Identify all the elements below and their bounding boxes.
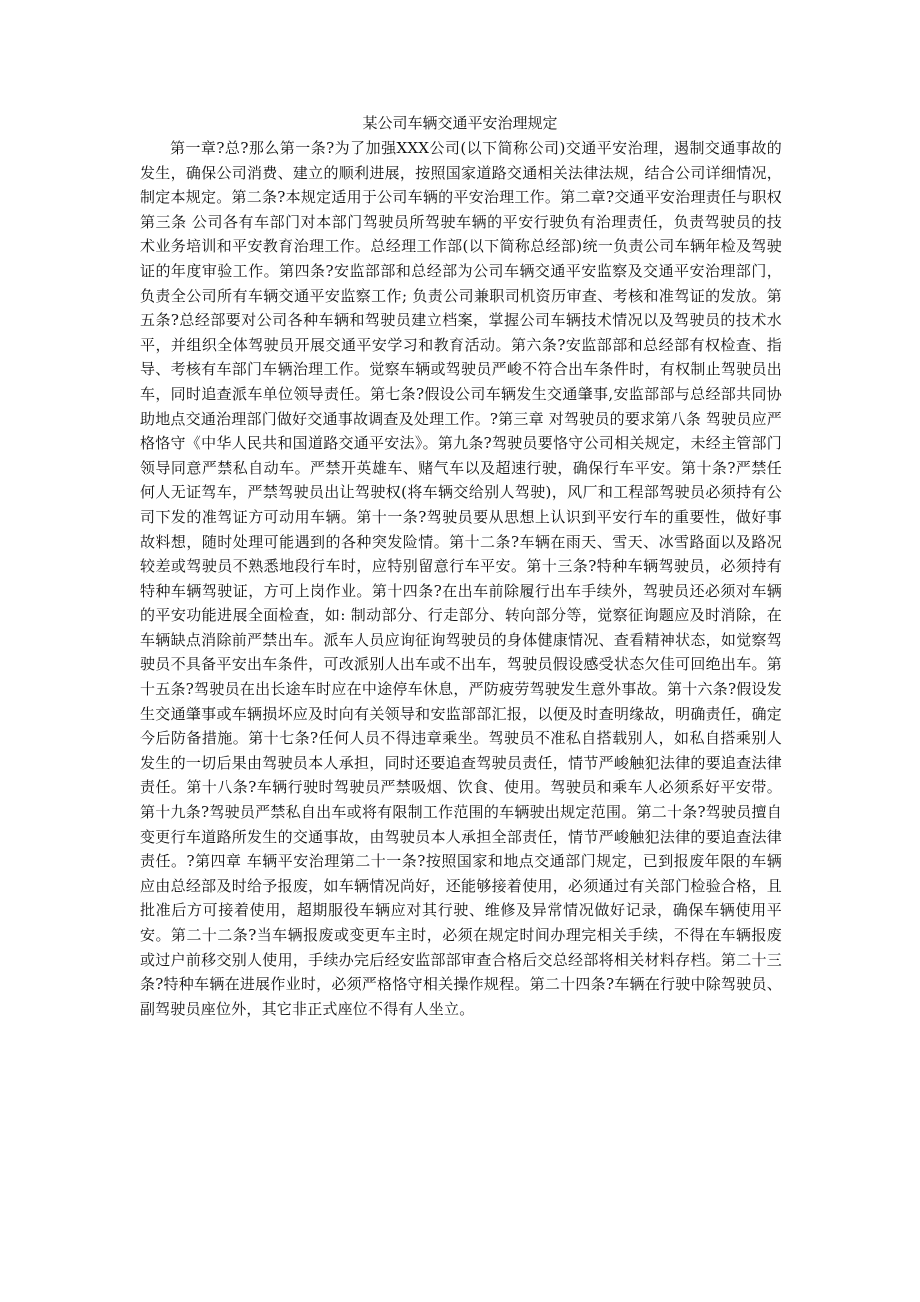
document-title: 某公司车辆交通平安治理规定 (362, 114, 558, 132)
document-body: 第一章?总?那么第一条?为了加强XXX公司(以下简称公司)交通平安治理，遏制交通事故的发生，确保公司消费、建立的顺利进展，按照国家道路交通相关法律法规，结合公司详细情况，制定本规定。第二条?本规定适用于公司车辆的平安治理工作。第二章?交通平安治理责任与职权第三条 公司各有车部门对本部门驾驶员所驾驶车辆的平安行驶负有治理责任，负责驾驶员的技术业务培训和平安教育治理工作。总经理工作部(以下简称总经部)统一负责公司车辆年检及驾驶证的年度审验工作。第四条?安监部部和总经部为公司车辆交通平安监察及交通平安治理部门，负责全公司所有车辆交通平安监察工作; 负责公司兼职司机资历审查、考核和准驾证的发放。第五条?总经部要对公司各种车辆和驾驶员建立档案，掌握公司车辆技术情况以及驾驶员的技术水平，并组织全体驾驶员开展交通平安学习和教育活动。第六条?安监部部和总经部有权检查、指导、考核有车部门车辆治理工作。觉察车辆或驾驶员严峻不符合出车条件时，有权制止驾驶员出车，同时追查派车单位领导责任。第七条?假设公司车辆发生交通肇事,安监部部与总经部共同协助地点交通治理部门做好交通事故调查及处理工作。?第三章 对驾驶员的要求第八条 驾驶员应严格恪守《中华人民共和国道路交通平安法》。第九条?驾驶员要恪守公司相关规定，未经主管部门领导同意严禁私自动车。严禁开英雄车、赌气车以及超速行驶，确保行车平安。第十条?严禁任何人无证驾车，严禁驾驶员出让驾驶权(将车辆交给别人驾驶)，风厂和工程部驾驶员必须持有公司下发的准驾证方可动用车辆。第十一条?驾驶员要从思想上认识到平安行车的重要性，做好事故料想，随时处理可能遇到的各种突发险情。第十二条?车辆在雨天、雪天、冰雪路面以及路况较差或驾驶员不熟悉地段行车时，应特别留意行车平安。第十三条?特种车辆驾驶员，必须持有特种车辆驾驶证，方可上岗作业。第十四条?在出车前除履行出车手续外，驾驶员还必须对车辆的平安功能进展全面检查，如: 制动部分、行走部分、转向部分等，觉察征询题应及时消除，在车辆缺点消除前严禁出车。派车人员应询征询驾驶员的身体健康情况、查看精神状态，如觉察驾驶员不具备平安出车条件，可改派别人出车或不出车，驾驶员假设感受状态欠佳可回绝出车。第十五条?驾驶员在出长途车时应在中途停车休息，严防疲劳驾驶发生意外事故。第十六条?假设发生交通肇事或车辆损坏应及时向有关领导和安监部部汇报，以便及时查明缘故，明确责任，确定今后防备措施。第十七条?任何人员不得违章乘坐。驾驶员不准私自搭载别人，如私自搭乘别人发生的一切后果由驾驶员本人承担，同时还要追查驾驶员责任，情节严峻触犯法律的要追查法律责任。第十八条?车辆行驶时驾驶员严禁吸烟、饮食、使用。驾驶员和乘车人必须系好平安带。第十九条?驾驶员严禁私自出车或将有限制工作范围的车辆驶出规定范围。第二十条?驾驶员擅自变更行车道路所发生的交通事故，由驾驶员本人承担全部责任，情节严峻触犯法律的要追查法律责任。?第四章 车辆平安治理第二十一条?按照国家和地点交通部门规定，已到报废年限的车辆应由总经部及时给予报废，如车辆情况尚好，还能够接着使用，必须通过有关部门检验合格，且批准后方可接着使用，超期服役车辆应对其行驶、维修及异常情况做好记录，确保车辆使用平安。第二十二条?当车辆报废或变更车主时，必须在规定时间办理完相关手续，不得在车辆报废或过户前移交别人使用，手续办完后经安监部部审查合格后交总经部将相关材料存档。第二十三条?特种车辆在进展作业时，必须严格恪守相关操作规程。第二十四条?车辆在行驶中除驾驶员、副驾驶员座位外，其它非正式座位不得有人坐立。 (140, 139, 782, 1018)
